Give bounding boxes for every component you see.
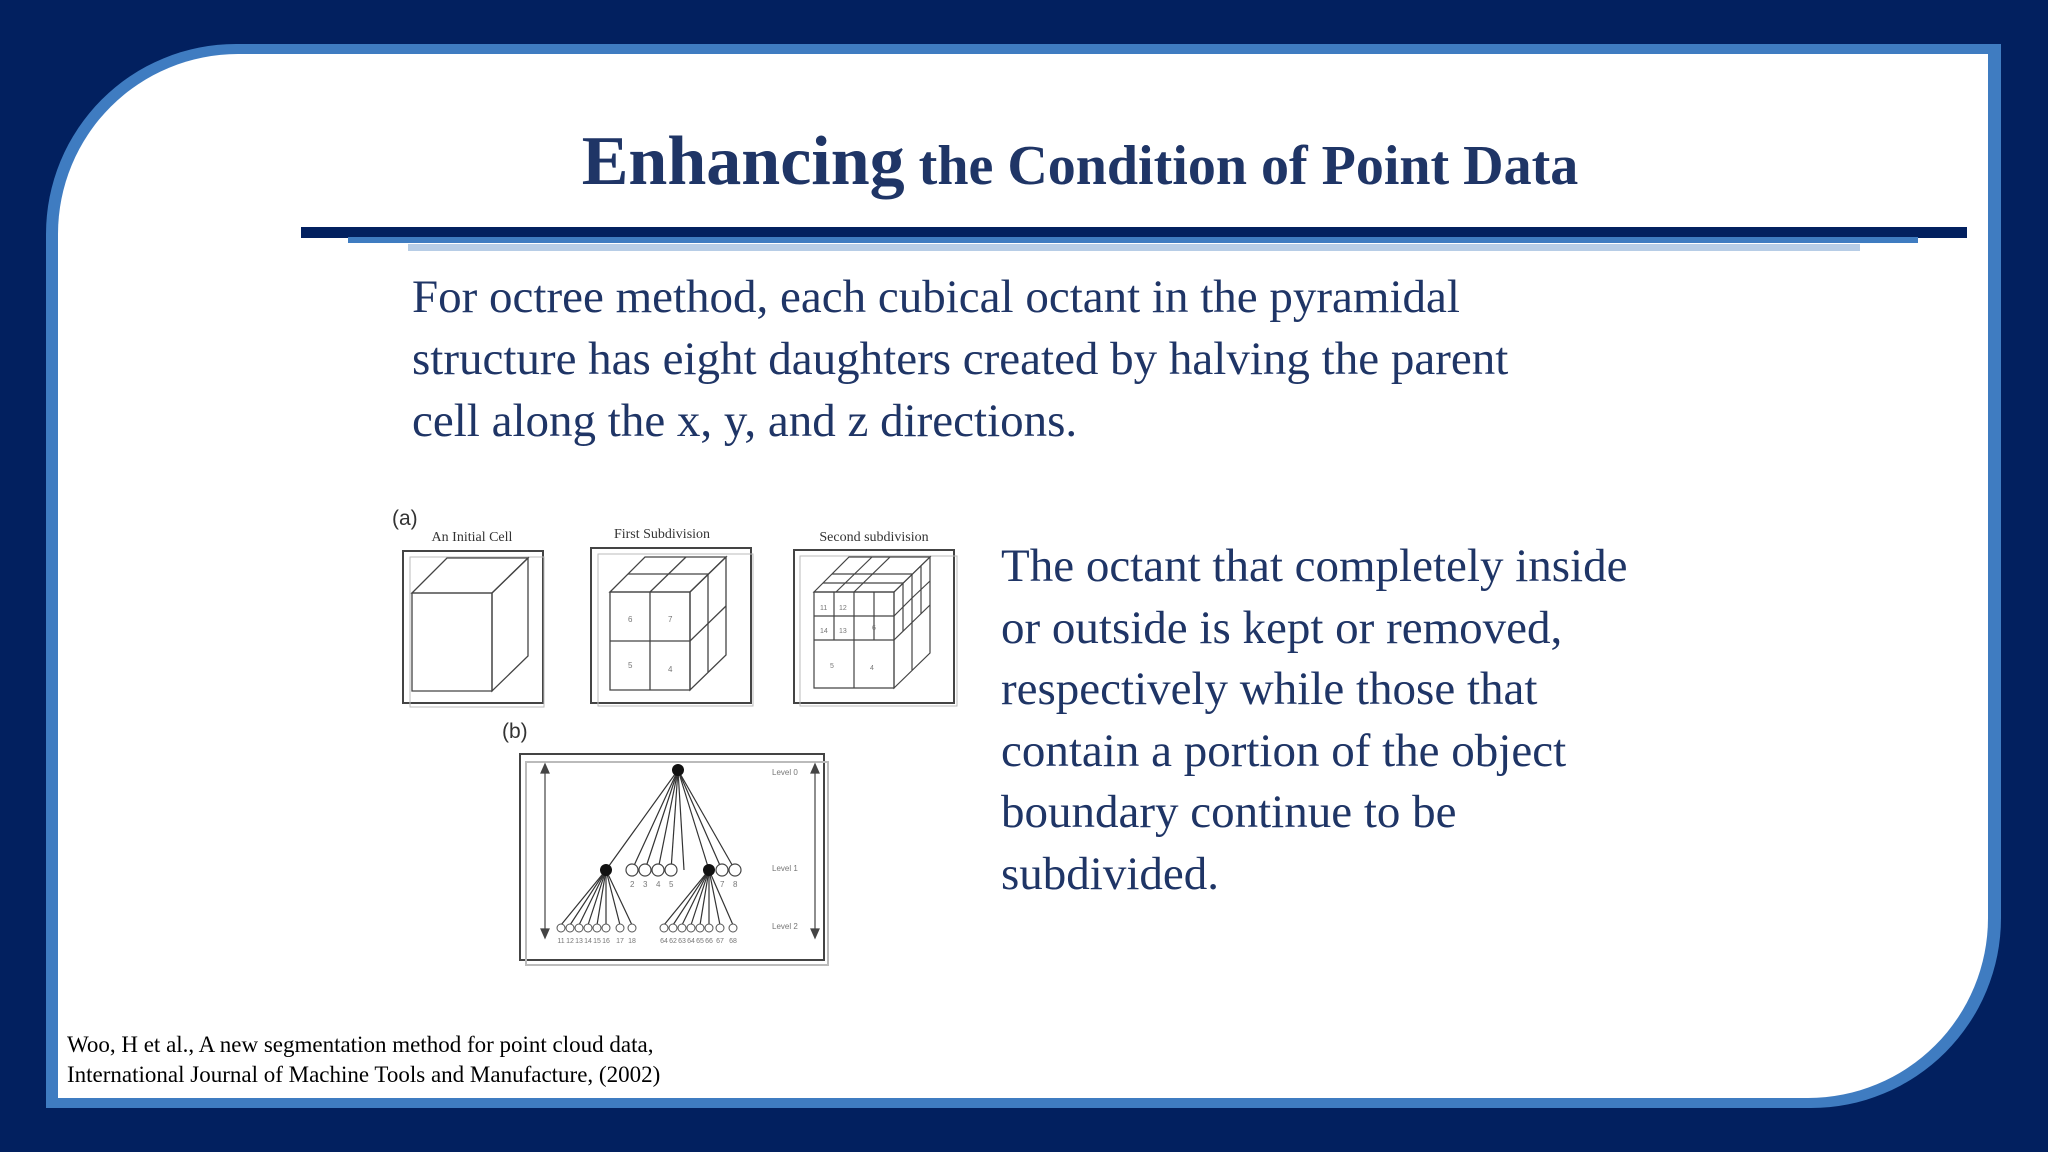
svg-text:5: 5 [628,661,633,670]
citation [67,1030,867,1090]
octant-line: subdivided. [1001,847,1220,900]
tree-leaf-node [584,924,592,932]
tree-node-label: 64 [687,938,695,945]
svg-text:11: 11 [820,605,828,612]
tree-node-label: 66 [705,938,713,945]
intro-line: cell along the x, y, and z directions. [412,395,1078,447]
slide-title [300,122,1860,202]
citation-line: International Journal of Machine Tools and Manufacture, (2002) [67,1062,661,1087]
tree-leaf-node [628,924,636,932]
title-emphasis: Enhancing [581,123,905,200]
tree-node-label: 12 [566,938,574,945]
intro-paragraph [412,266,1712,452]
svg-text:13: 13 [839,628,847,635]
tree-node-label: 13 [575,938,583,945]
octant-line: or outside is kept or removed, [1001,601,1563,654]
tree-subdivided-node [703,864,715,876]
tree-leaf-node [696,924,704,932]
tree-node-label: 7 [720,880,725,889]
title-rule-mid [348,237,1918,243]
tree-leaf-node [678,924,686,932]
tree-leaf-node [566,924,574,932]
tree-level-label: Level 0 [772,768,798,777]
octant-paragraph [1001,536,1761,905]
svg-text:4: 4 [668,665,673,674]
tree-node-label: 14 [584,938,592,945]
octant-line: The octant that completely inside [1001,540,1628,592]
tree-leaf-node [729,864,741,876]
tree-leaf-node [626,864,638,876]
panel-title-second: Second subdivision [819,530,929,545]
tree-leaf-node [729,924,737,932]
tree-leaf-node [639,864,651,876]
title-rest: the Condition of Point Data [904,135,1579,197]
tree-node-label: 4 [656,880,661,889]
tree-node-label: 5 [669,880,674,889]
tree-node-label: 63 [678,938,686,945]
svg-text:5: 5 [830,663,834,670]
svg-text:14: 14 [820,628,828,635]
tree-node-label: 64 [660,938,668,945]
tree-level-label: Level 1 [772,864,798,873]
tree-node-label: 65 [696,938,704,945]
octree-figure [388,500,958,970]
svg-text:6: 6 [628,615,633,624]
tree-subdivided-node [600,864,612,876]
tree-leaf-node [602,924,610,932]
tree-leaf-node [652,864,664,876]
octant-line: respectively while those that [1001,663,1538,715]
panel-title-initial: An Initial Cell [431,530,513,545]
tree-leaf-node [575,924,583,932]
tree-leaf-node [557,924,565,932]
panel-initial-frame [403,551,543,703]
tree-node-label: 15 [593,938,601,945]
tree-node-label: 18 [628,938,636,945]
tree-node-label: 8 [733,880,738,889]
tree-node-label: 67 [716,938,724,945]
tree-leaf-node [716,924,724,932]
octree-figure-svg [388,500,958,970]
tree-leaf-node [660,924,668,932]
figure-label-b: (b) [502,720,528,743]
svg-text:4: 4 [870,665,874,672]
tree-leaf-node [687,924,695,932]
tree-leaf-node [665,864,677,876]
tree-node-label: 68 [729,938,737,945]
tree-node-label: 2 [630,880,635,889]
citation-line: Woo, H et al., A new segmentation method for point cloud data, [67,1032,654,1057]
tree-root-node [672,764,684,776]
panel-title-first: First Subdivision [613,527,711,542]
svg-text:6: 6 [872,625,876,632]
tree-node-label: 11 [557,938,565,945]
tree-level-label: Level 2 [772,922,798,931]
tree-leaf-node [669,924,677,932]
tree-leaf-node [593,924,601,932]
title-rule-light [408,244,1860,251]
svg-text:12: 12 [839,605,847,612]
tree-leaf-node [705,924,713,932]
tree-leaf-node [616,924,624,932]
tree-node-label: 3 [643,880,648,889]
svg-text:7: 7 [668,615,673,624]
intro-line: structure has eight daughters created by halving the parent [412,333,1509,385]
figure-label-a: (a) [392,507,418,530]
intro-line: For octree method, each cubical octant in the pyramidal [412,271,1460,323]
tree-node-label: 62 [669,938,677,945]
tree-node-label: 16 [602,938,610,945]
tree-leaf-node [716,864,728,876]
octant-line: boundary continue to be [1001,786,1457,838]
octant-line: contain a portion of the object [1001,724,1567,777]
tree-node-label: 17 [616,938,624,945]
